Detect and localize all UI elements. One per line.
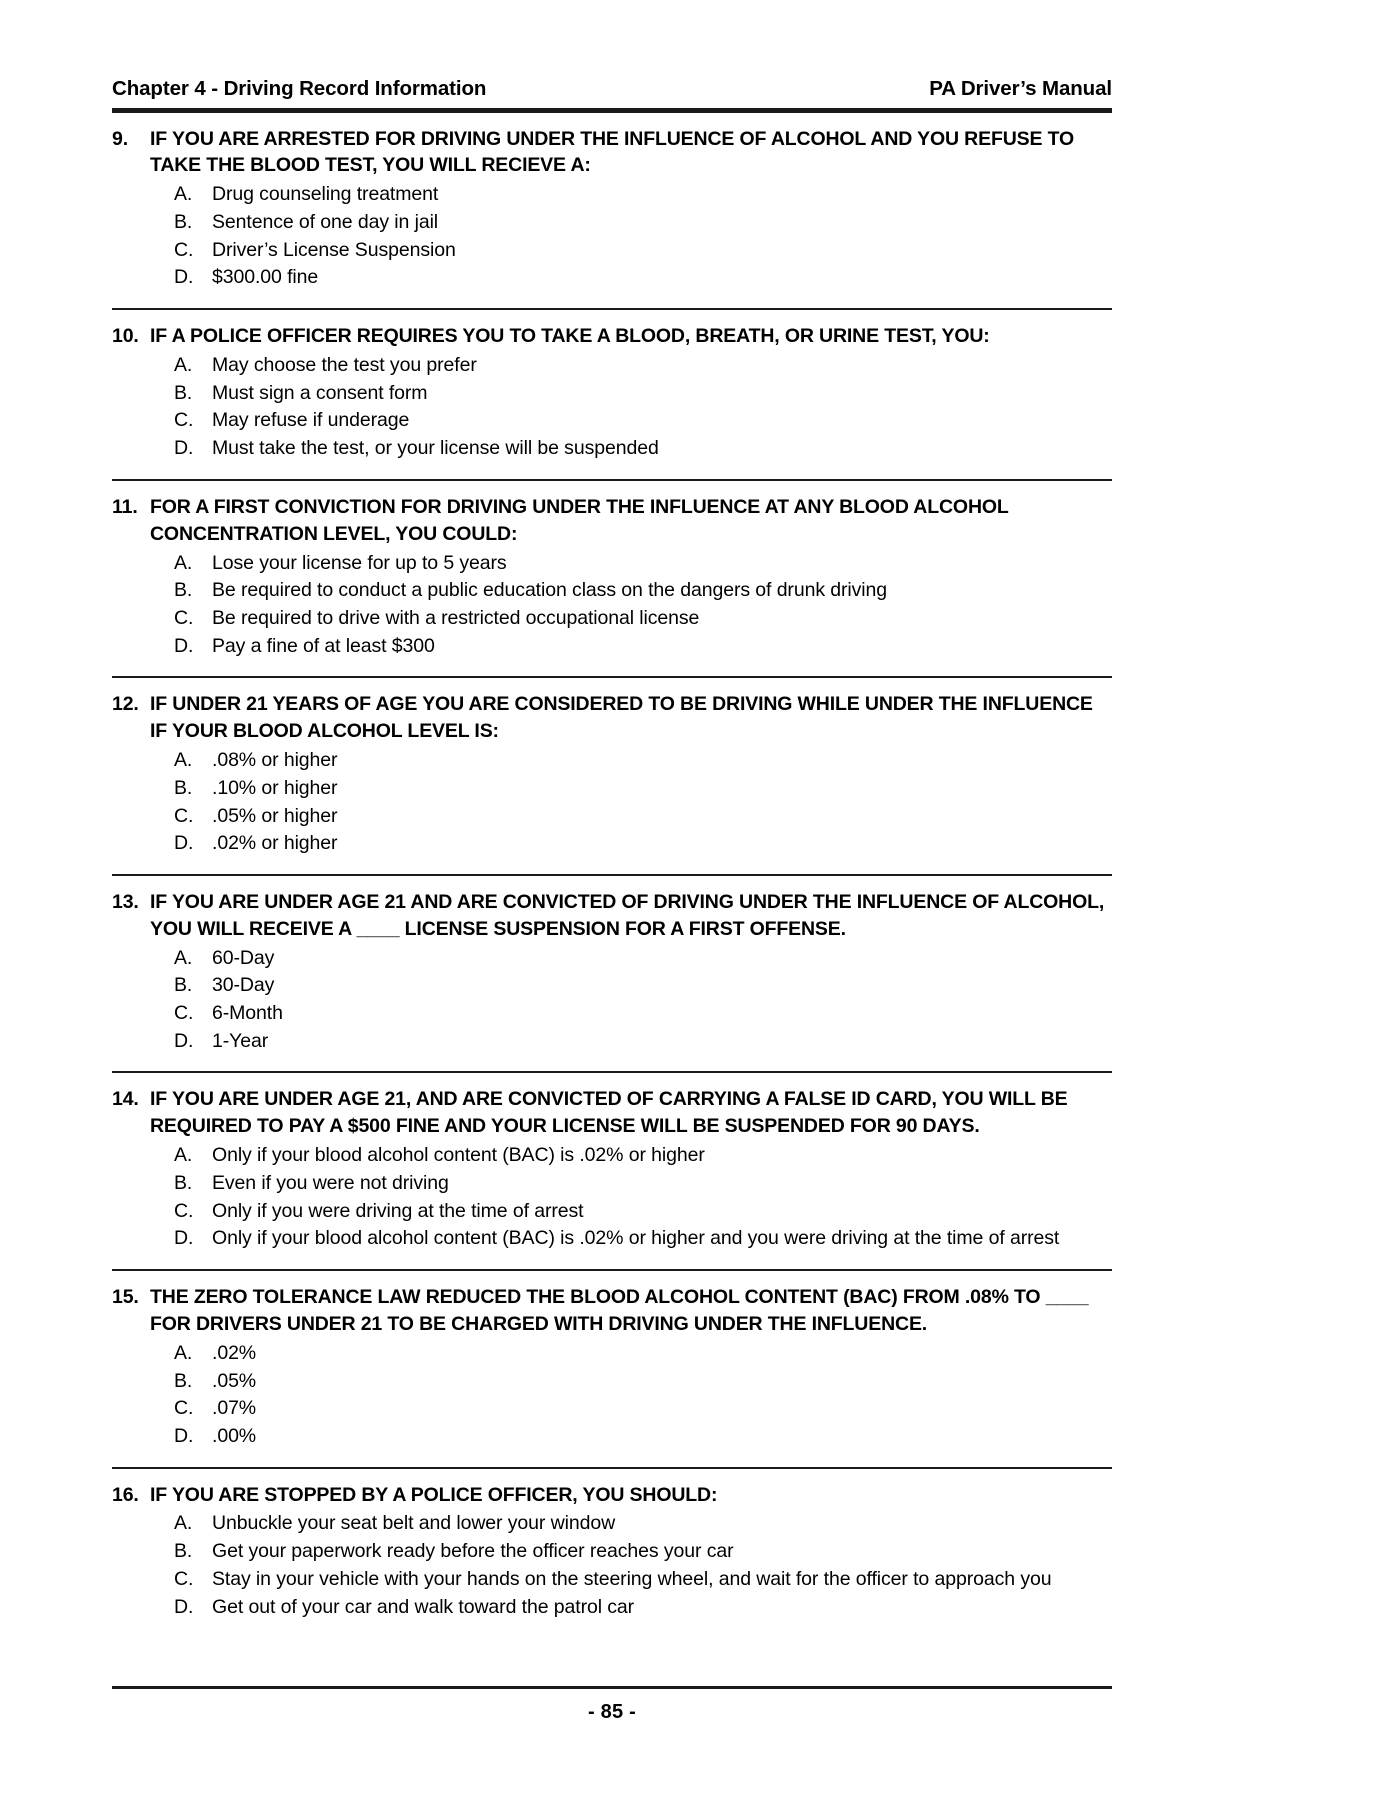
- answer-option-letter: D.: [174, 1595, 194, 1618]
- answer-option-letter: D.: [174, 634, 194, 657]
- answer-options: [112, 945, 1112, 1056]
- question-text: THE ZERO TOLERANCE LAW REDUCED THE BLOOD ALCOHOL CONTENT (BAC) FROM .08% TO ____ FOR DRIVERS UNDER 21 TO BE CHARGED WITH DRIVING UNDER THE INFLUENCE.: [150, 1286, 1089, 1335]
- question-heading: [112, 1086, 1112, 1140]
- answer-option-text: $300.00 fine: [212, 266, 319, 289]
- answer-option[interactable]: [112, 1198, 1112, 1226]
- answer-option[interactable]: [112, 237, 1112, 265]
- question-block: [112, 1071, 1112, 1269]
- answer-option-text: .05% or higher: [212, 804, 338, 827]
- answer-option-text: Even if you were not driving: [212, 1171, 449, 1194]
- question-body: [112, 1271, 1112, 1467]
- answer-option-letter: A.: [174, 183, 193, 206]
- answer-option-letter: D.: [174, 1227, 194, 1250]
- answer-option-text: .10% or higher: [212, 776, 338, 799]
- answer-option-text: Must sign a consent form: [212, 381, 428, 404]
- question-heading: [112, 323, 1112, 350]
- header-chapter-title: Chapter 4 - Driving Record Information: [112, 77, 487, 100]
- answer-options: [112, 352, 1112, 463]
- question-block: [112, 308, 1112, 479]
- answer-option[interactable]: [112, 1566, 1112, 1594]
- answer-option[interactable]: [112, 264, 1112, 292]
- answer-option-letter: B.: [174, 1171, 193, 1194]
- answer-options: [112, 1510, 1112, 1621]
- answer-option-text: .02% or higher: [212, 832, 338, 855]
- answer-options: [112, 181, 1112, 292]
- question-body: [112, 678, 1112, 874]
- answer-option-letter: C.: [174, 238, 194, 261]
- answer-option[interactable]: [112, 747, 1112, 775]
- answer-option-letter: A.: [174, 354, 193, 377]
- question-text: IF A POLICE OFFICER REQUIRES YOU TO TAKE A BLOOD, BREATH, OR URINE TEST, YOU:: [150, 325, 990, 348]
- answer-option[interactable]: [112, 1510, 1112, 1538]
- answer-option-letter: A.: [174, 1341, 193, 1364]
- answer-option-letter: B.: [174, 1540, 193, 1563]
- answer-option-text: Get your paperwork ready before the officer reaches your car: [212, 1540, 734, 1563]
- question-block: [112, 479, 1112, 677]
- answer-option-letter: C.: [174, 606, 194, 629]
- question-number: 11.: [112, 495, 138, 518]
- answer-option-text: Only if your blood alcohol content (BAC) is .02% or higher: [212, 1144, 705, 1167]
- answer-option[interactable]: [112, 1594, 1112, 1622]
- question-body: [112, 481, 1112, 677]
- answer-option[interactable]: [112, 209, 1112, 237]
- answer-option-letter: B.: [174, 211, 193, 234]
- question-text: IF UNDER 21 YEARS OF AGE YOU ARE CONSIDERED TO BE DRIVING WHILE UNDER THE INFLUENCE IF YOUR BLOOD ALCOHOL LEVEL IS:: [150, 693, 1093, 743]
- answer-option-text: Drug counseling treatment: [212, 183, 439, 206]
- answer-option-text: Driver’s License Suspension: [212, 238, 456, 261]
- answer-option-letter: C.: [174, 1397, 194, 1420]
- question-number: 9.: [112, 127, 128, 150]
- answer-option[interactable]: [112, 435, 1112, 463]
- answer-option-letter: C.: [174, 1199, 194, 1222]
- page-header: [112, 0, 1112, 101]
- answer-option-text: Must take the test, or your license will be suspended: [212, 437, 659, 460]
- question-block: [112, 1269, 1112, 1467]
- answer-option[interactable]: [112, 1225, 1112, 1253]
- question-body: [112, 1073, 1112, 1269]
- answer-option-text: Lose your license for up to 5 years: [212, 551, 507, 574]
- answer-option[interactable]: [112, 945, 1112, 973]
- answer-option-letter: A.: [174, 1144, 193, 1167]
- answer-option-letter: C.: [174, 1567, 194, 1590]
- answer-option-letter: A.: [174, 946, 193, 969]
- header-manual-title: PA Driver’s Manual: [929, 77, 1112, 100]
- answer-option-text: 1-Year: [212, 1029, 269, 1052]
- question-number: 16.: [112, 1483, 139, 1506]
- question-number: 12.: [112, 693, 139, 716]
- page-footer: [112, 1686, 1112, 1724]
- answer-option-text: Be required to drive with a restricted occupational license: [212, 606, 700, 629]
- question-body: [112, 876, 1112, 1072]
- answer-option[interactable]: [112, 1170, 1112, 1198]
- question-block: [112, 1467, 1112, 1638]
- answer-option-text: Only if you were driving at the time of arrest: [212, 1199, 584, 1222]
- answer-option[interactable]: [112, 1340, 1112, 1368]
- answer-option[interactable]: [112, 181, 1112, 209]
- answer-option-text: May choose the test you prefer: [212, 354, 477, 377]
- question-text: FOR A FIRST CONVICTION FOR DRIVING UNDER THE INFLUENCE AT ANY BLOOD ALCOHOL CONCENTRATION LEVEL, YOU COULD:: [150, 495, 1009, 545]
- answer-option[interactable]: [112, 1368, 1112, 1396]
- questions-list: [112, 111, 1112, 1638]
- answer-option[interactable]: [112, 380, 1112, 408]
- answer-option-text: Stay in your vehicle with your hands on the steering wheel, and wait for the officer to approach you: [212, 1567, 1052, 1590]
- question-number: 13.: [112, 890, 139, 913]
- answer-option[interactable]: [112, 550, 1112, 578]
- question-number: 15.: [112, 1286, 139, 1309]
- question-text: IF YOU ARE UNDER AGE 21 AND ARE CONVICTED OF DRIVING UNDER THE INFLUENCE OF ALCOHOL, YOU WILL RECEIVE A ____ LICENSE SUSPENSION FOR A FIRST OFFENSE.: [150, 890, 1105, 940]
- answer-option[interactable]: [112, 1028, 1112, 1056]
- answer-option[interactable]: [112, 775, 1112, 803]
- answer-option-letter: D.: [174, 1424, 194, 1447]
- answer-options: [112, 747, 1112, 858]
- answer-option[interactable]: [112, 972, 1112, 1000]
- answer-option[interactable]: [112, 1142, 1112, 1170]
- answer-option-letter: B.: [174, 974, 193, 997]
- question-block: [112, 874, 1112, 1072]
- answer-option-text: Only if your blood alcohol content (BAC) is .02% or higher and you were driving at the time of arrest: [212, 1227, 1060, 1250]
- question-heading: [112, 1482, 1112, 1509]
- answer-option-text: Sentence of one day in jail: [212, 211, 439, 234]
- answer-option-text: Unbuckle your seat belt and lower your window: [212, 1512, 616, 1535]
- answer-option-letter: C.: [174, 409, 194, 432]
- answer-option-text: 30-Day: [212, 974, 275, 997]
- answer-options: [112, 1142, 1112, 1253]
- answer-option-letter: B.: [174, 1369, 193, 1392]
- answer-option-text: Pay a fine of at least $300: [212, 634, 435, 657]
- answer-option-text: .05%: [212, 1369, 257, 1392]
- question-heading: [112, 691, 1112, 745]
- question-body: [112, 1469, 1112, 1638]
- answer-option[interactable]: [112, 1395, 1112, 1423]
- question-heading: [112, 1284, 1112, 1338]
- answer-option[interactable]: [112, 803, 1112, 831]
- answer-option-text: .07%: [212, 1397, 257, 1420]
- answer-option[interactable]: [112, 830, 1112, 858]
- answer-option[interactable]: [112, 1423, 1112, 1451]
- page-content: [112, 0, 1112, 1637]
- answer-option[interactable]: [112, 633, 1112, 661]
- answer-option[interactable]: [112, 1000, 1112, 1028]
- answer-option-letter: A.: [174, 749, 193, 772]
- answer-option[interactable]: [112, 605, 1112, 633]
- question-body: [112, 310, 1112, 479]
- question-text: IF YOU ARE STOPPED BY A POLICE OFFICER, YOU SHOULD:: [150, 1483, 718, 1506]
- answer-option-letter: B.: [174, 776, 193, 799]
- question-heading: [112, 126, 1112, 180]
- question-body: [112, 113, 1112, 309]
- question-block: [112, 111, 1112, 309]
- answer-option-text: 6-Month: [212, 1002, 283, 1025]
- answer-option-letter: D.: [174, 1029, 194, 1052]
- page-number: - 85 -: [588, 1701, 636, 1723]
- answer-option[interactable]: [112, 352, 1112, 380]
- answer-option-letter: D.: [174, 266, 194, 289]
- answer-options: [112, 550, 1112, 661]
- answer-option-letter: A.: [174, 551, 193, 574]
- answer-option-text: .08% or higher: [212, 749, 338, 772]
- answer-options: [112, 1340, 1112, 1451]
- question-text: IF YOU ARE UNDER AGE 21, AND ARE CONVICTED OF CARRYING A FALSE ID CARD, YOU WILL BE REQUIRED TO PAY A $500 FINE AND YOUR LICENSE WILL BE SUSPENDED FOR 90 DAYS.: [150, 1088, 1068, 1138]
- question-number: 10.: [112, 325, 139, 348]
- question-number: 14.: [112, 1088, 139, 1111]
- answer-option[interactable]: [112, 407, 1112, 435]
- answer-option-text: 60-Day: [212, 946, 275, 969]
- answer-option-text: .00%: [212, 1424, 257, 1447]
- answer-option-text: Get out of your car and walk toward the patrol car: [212, 1595, 635, 1618]
- question-heading: [112, 889, 1112, 943]
- answer-option-text: Be required to conduct a public education class on the dangers of drunk driving: [212, 579, 888, 602]
- answer-option-letter: D.: [174, 832, 194, 855]
- question-block: [112, 676, 1112, 874]
- answer-option-text: .02%: [212, 1341, 257, 1364]
- answer-option-letter: A.: [174, 1512, 193, 1535]
- answer-option-letter: B.: [174, 579, 193, 602]
- question-text: IF YOU ARE ARRESTED FOR DRIVING UNDER THE INFLUENCE OF ALCOHOL AND YOU REFUSE TO TAKE THE BLOOD TEST, YOU WILL RECIEVE A:: [150, 127, 1075, 177]
- answer-option-letter: B.: [174, 381, 193, 404]
- answer-option-text: May refuse if underage: [212, 409, 410, 432]
- answer-option[interactable]: [112, 1538, 1112, 1566]
- answer-option-letter: D.: [174, 437, 194, 460]
- answer-option-letter: C.: [174, 804, 194, 827]
- answer-option-letter: C.: [174, 1002, 194, 1025]
- question-heading: [112, 494, 1112, 548]
- answer-option[interactable]: [112, 577, 1112, 605]
